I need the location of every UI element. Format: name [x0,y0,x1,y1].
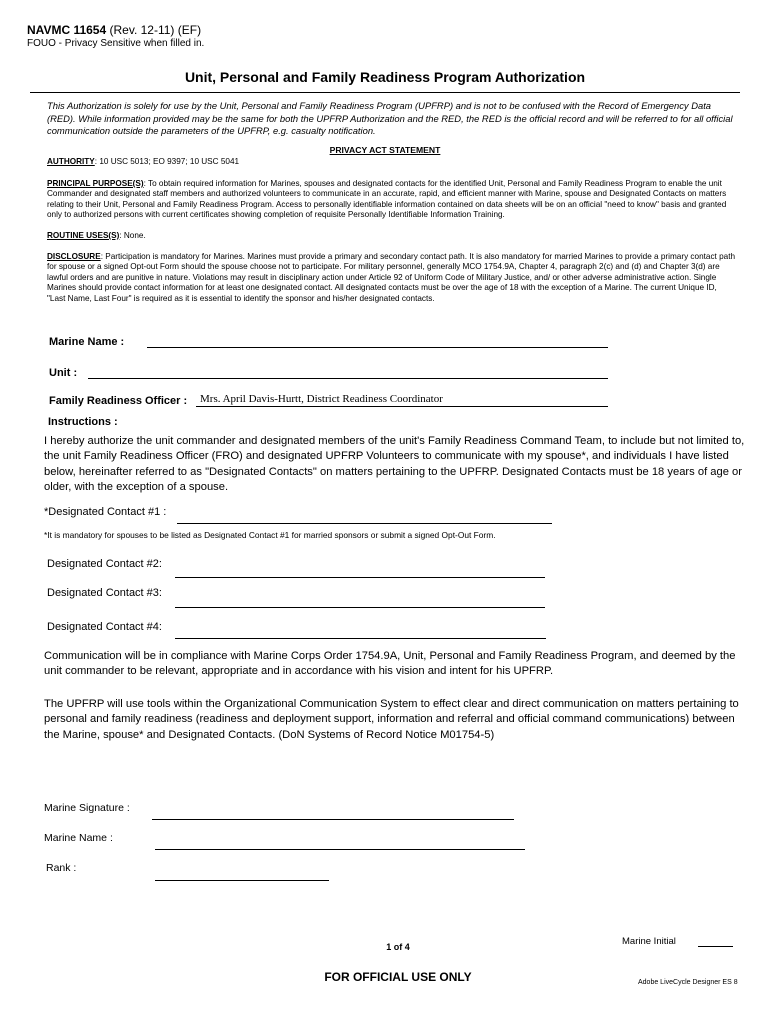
fro-field-value[interactable]: Mrs. April Davis-Hurtt, District Readiness Coordinator [200,393,443,405]
signature-marine-name-field[interactable] [155,849,525,850]
intro-paragraph: This Authorization is solely for use by the Unit, Personal and Family Readiness Program (UPFRP) and is not to be confused with the Record of Emergency Data (RED). While information provided may be the same for both the UPFRP Authorization and the RED, the RED is the official record and will be referred to for all official communication outside the parameters of the UPFRP, e.g. casualty notification. [47,100,733,137]
contact-2-label: Designated Contact #2: [47,558,162,570]
fouo-notice: FOUO - Privacy Sensitive when filled in. [27,38,205,49]
page-title: Unit, Personal and Family Readiness Program Authorization [184,69,586,85]
software-credit: Adobe LiveCycle Designer ES 8 [638,979,738,986]
principal-purpose-statement [47,179,737,221]
form-revision: (Rev. 12-11) (EF) [109,23,202,37]
contact-3-field[interactable] [175,607,545,608]
instructions-label: Instructions : [48,416,118,428]
form-number-code: NAVMC 11654 [27,23,107,37]
marine-signature-label: Marine Signature : [44,802,130,814]
marine-name-label: Marine Name : [49,336,125,348]
rank-label: Rank : [46,862,77,874]
title-divider [30,92,740,93]
marine-signature-field[interactable] [152,819,514,820]
fro-label: Family Readiness Officer : [49,395,188,407]
contact-1-field[interactable] [177,523,552,524]
unit-field[interactable] [88,378,608,379]
contact-1-label: *Designated Contact #1 : [44,506,167,518]
marine-initial-label: Marine Initial [622,936,676,947]
contact-3-label: Designated Contact #3: [47,587,162,599]
routine-uses-statement [47,231,737,241]
disclosure-label: DISCLOSURE [47,252,101,261]
privacy-act-heading: PRIVACY ACT STATEMENT [329,145,441,155]
upfrp-tools-paragraph: The UPFRP will use tools within the Organizational Communication System to effect clear and direct communication on matters pertaining to personal and family readiness (readiness and deployment support, information and referral and official command communications) between the Marine, spouse* and Designated Contacts. (DoN Systems of Record Notice M01754-5) [44,698,739,741]
authorization-paragraph: I hereby authorize the unit commander and designated members of the unit's Family Readiness Command Team, to include but not limited to, the unit Family Readiness Officer (FRO) and designated UPFRP Volunteers to communicate with my spouse*, and individuals I have listed below, hereinafter referred to as "Designated Contacts" on matters pertaining to the UPFRP. Designated Contacts must be 18 years of age or older, with the exception of a spouse. [44,435,745,494]
contact-1-note: *It is mandatory for spouses to be listed as Designated Contact #1 for married sponsors or submit a signed Opt-Out Form. [44,530,496,540]
form-number [27,23,201,37]
page-number: 1 of 4 [386,942,410,952]
compliance-paragraph: Communication will be in compliance with Marine Corps Order 1754.9A, Unit, Personal and Family Readiness Program, and deemed by the unit commander to be relevant, appropriate and in accordance with his vision and intent for his UPFRP. [44,650,736,678]
marine-initial-field[interactable] [698,946,733,947]
rank-field[interactable] [155,880,329,881]
unit-label: Unit : [49,367,78,379]
principal-purpose-label: PRINCIPAL PURPOSE(S) [47,179,144,188]
fro-field-line [196,406,608,407]
authority-text: : 10 USC 5013; EO 9397; 10 USC 5041 [94,157,240,166]
marine-name-field[interactable] [147,347,608,348]
contact-2-field[interactable] [175,577,545,578]
authority-label: AUTHORITY [47,157,95,166]
official-use-footer: FOR OFFICIAL USE ONLY [324,970,472,984]
principal-purpose-text: : To obtain required information for Marines, spouses and designated contacts for the identified Unit, Personal and Family Readiness Program to enable the unit Commander and designated staff members and authorized volunteers to communicate in an accurate, rapid, and efficient manner with Marine, spouse and Designated Contacts on matters relating to their Unit, Personal and Family Readiness Program. Access to personally identifiable information contained on data sheets will be on an official "need to know" basis and granted only to authorized persons with current certificates showing completion of requisite Personally Identifiable Information Training. [47,179,727,220]
signature-marine-name-label: Marine Name : [44,832,113,844]
routine-uses-text: : None. [119,231,146,240]
disclosure-statement [47,252,737,304]
authority-statement [47,157,737,167]
routine-uses-label: ROUTINE USES(S) [47,231,120,240]
contact-4-field[interactable] [175,638,546,639]
disclosure-text: : Participation is mandatory for Marines. Marines must provide a primary and secondary contact path. It is also mandatory for married Marines to provide a primary contact path for spouse or a signed Opt-out Form should the spouse choose not to participate. For military personnel, generally MCO 1754.9A, Chapter 4, paragraph 2(c) and (d) and Chapter 3(d) are lawful orders and are punitive in nature. Violations may result in disciplinary action under Article 92 of Uniform Code of Military Justice, and/ or other adverse administrative action. Single Marines should provide contact information for at least one designated contact. All designated contacts must be over the age of 18 with the exception of a Marine. The current Unique ID, "Last Name, Last Four" is required as it is essential to identify the sponsor and his/her designated contacts. [47,252,736,303]
contact-4-label: Designated Contact #4: [47,621,162,633]
